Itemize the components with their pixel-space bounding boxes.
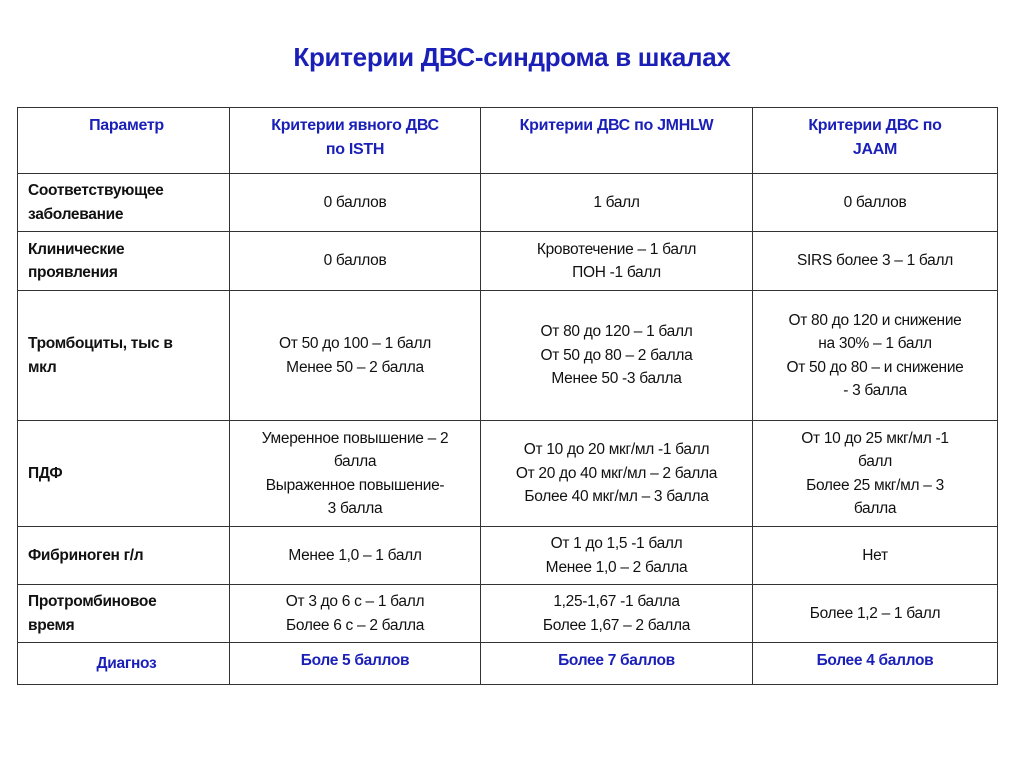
- cell-line: Более 4 баллов: [816, 652, 934, 669]
- cell-jmhlw: [481, 585, 753, 643]
- table-row: [18, 585, 998, 643]
- cell-line: Критерии ДВС по JMHLW: [519, 117, 714, 134]
- diagnosis-isth: [230, 643, 481, 685]
- cell-line: Фибриноген г/л: [28, 546, 144, 564]
- cell-isth: [230, 585, 481, 643]
- cell-line: Менее 1,0 – 1 балл: [288, 546, 422, 564]
- diagnosis-jaam: [753, 643, 998, 685]
- cell-line: Менее 1,0 – 2 балла: [545, 558, 688, 576]
- cell-line: SIRS более 3 – 1 балл: [797, 252, 953, 270]
- cell-line: балла: [853, 500, 897, 517]
- cell-isth: [230, 174, 481, 232]
- row-parameter: [18, 421, 230, 527]
- cell-isth: [230, 421, 481, 527]
- row-parameter: [18, 291, 230, 421]
- table-row: [18, 527, 998, 585]
- cell-line: Более 6 с – 2 балла: [285, 616, 425, 634]
- diagnosis-row: [18, 643, 998, 685]
- cell-line: От 50 до 100 – 1 балл: [279, 335, 431, 352]
- cell-line: Более 1,2 – 1 балл: [809, 604, 941, 622]
- cell-line: 1 балл: [593, 193, 640, 211]
- cell-line: От 1 до 1,5 -1 балл: [550, 535, 683, 552]
- cell-jaam: [753, 174, 998, 232]
- cell-line: От 3 до 6 с – 1 балл: [285, 593, 425, 610]
- cell-line: Менее 50 -3 балла: [551, 370, 682, 388]
- table-row: [18, 421, 998, 527]
- cell-line: ПДФ: [28, 464, 63, 482]
- cell-line: От 10 до 25 мкг/мл -1: [801, 429, 949, 447]
- cell-jaam: [753, 421, 998, 527]
- cell-isth: [230, 232, 481, 291]
- cell-line: От 10 до 20 мкг/мл -1 балл: [523, 441, 710, 459]
- header-jaam: [753, 108, 998, 174]
- cell-line: Более 25 мкг/мл – 3: [806, 476, 944, 494]
- cell-line: время: [28, 616, 75, 634]
- cell-line: Боле 5 баллов: [300, 652, 410, 669]
- cell-line: Более 1,67 – 2 балла: [542, 616, 691, 634]
- header-isth: [230, 108, 481, 174]
- cell-line: От 50 до 80 – 2 балла: [540, 346, 693, 364]
- header-row: [18, 108, 998, 174]
- cell-jmhlw: [481, 232, 753, 291]
- cell-line: 3 балла: [327, 500, 383, 517]
- cell-line: От 50 до 80 – и снижение: [786, 358, 964, 376]
- cell-line: заболевание: [28, 205, 124, 223]
- cell-line: От 80 до 120 и снижение: [788, 311, 962, 329]
- cell-line: Критерии ДВС по: [808, 117, 942, 134]
- cell-jmhlw: [481, 421, 753, 527]
- cell-line: Более 40 мкг/мл – 3 балла: [524, 488, 709, 506]
- cell-jaam: [753, 585, 998, 643]
- cell-line: Соответствующее: [28, 182, 164, 199]
- cell-line: Клинические: [28, 240, 125, 258]
- cell-line: балла: [333, 453, 377, 470]
- row-parameter: [18, 527, 230, 585]
- table-row: [18, 291, 998, 421]
- cell-line: 0 баллов: [843, 193, 907, 211]
- diagnosis-label: [18, 643, 230, 685]
- cell-jaam: [753, 232, 998, 291]
- cell-line: JAAM: [852, 140, 898, 158]
- cell-line: Тромбоциты, тыс в: [28, 335, 173, 352]
- row-parameter: [18, 585, 230, 643]
- cell-line: Умеренное повышение – 2: [261, 429, 449, 447]
- cell-line: Менее 50 – 2 балла: [286, 358, 424, 376]
- cell-line: ПОН -1 балл: [572, 264, 661, 281]
- cell-line: От 80 до 120 – 1 балл: [540, 323, 693, 341]
- table-row: [18, 174, 998, 232]
- cell-line: Выраженное повышение-: [265, 476, 445, 494]
- cell-jaam: [753, 291, 998, 421]
- cell-isth: [230, 527, 481, 585]
- cell-line: по ISTH: [325, 140, 385, 158]
- header-parameter: [18, 108, 230, 174]
- cell-isth: [230, 291, 481, 421]
- cell-line: Более 7 баллов: [558, 652, 675, 669]
- cell-line: проявления: [28, 264, 118, 281]
- cell-line: От 20 до 40 мкг/мл – 2 балла: [515, 464, 718, 482]
- cell-line: Диагноз: [96, 654, 157, 672]
- cell-line: Кровотечение – 1 балл: [536, 240, 697, 258]
- cell-line: балл: [857, 453, 893, 470]
- row-parameter: [18, 232, 230, 291]
- cell-line: на 30% – 1 балл: [818, 335, 932, 352]
- cell-line: 0 баллов: [323, 252, 387, 270]
- cell-jmhlw: [481, 174, 753, 232]
- cell-jaam: [753, 527, 998, 585]
- diagnosis-jmhlw: [481, 643, 753, 685]
- cell-line: 1,25-1,67 -1 балла: [553, 593, 680, 610]
- cell-line: Протромбиновое: [28, 593, 157, 610]
- cell-line: - 3 балла: [843, 382, 907, 399]
- cell-line: мкл: [28, 358, 57, 376]
- cell-line: 0 баллов: [323, 193, 387, 211]
- cell-jmhlw: [481, 527, 753, 585]
- cell-line: Нет: [862, 546, 888, 564]
- slide-title: Критерии ДВС-синдрома в шкалах: [293, 42, 731, 72]
- row-parameter: [18, 174, 230, 232]
- cell-jmhlw: [481, 291, 753, 421]
- dic-criteria-table: [17, 107, 998, 685]
- cell-line: Параметр: [89, 117, 164, 134]
- header-jmhlw: [481, 108, 753, 174]
- cell-line: Критерии явного ДВС: [271, 117, 439, 134]
- table-row: [18, 232, 998, 291]
